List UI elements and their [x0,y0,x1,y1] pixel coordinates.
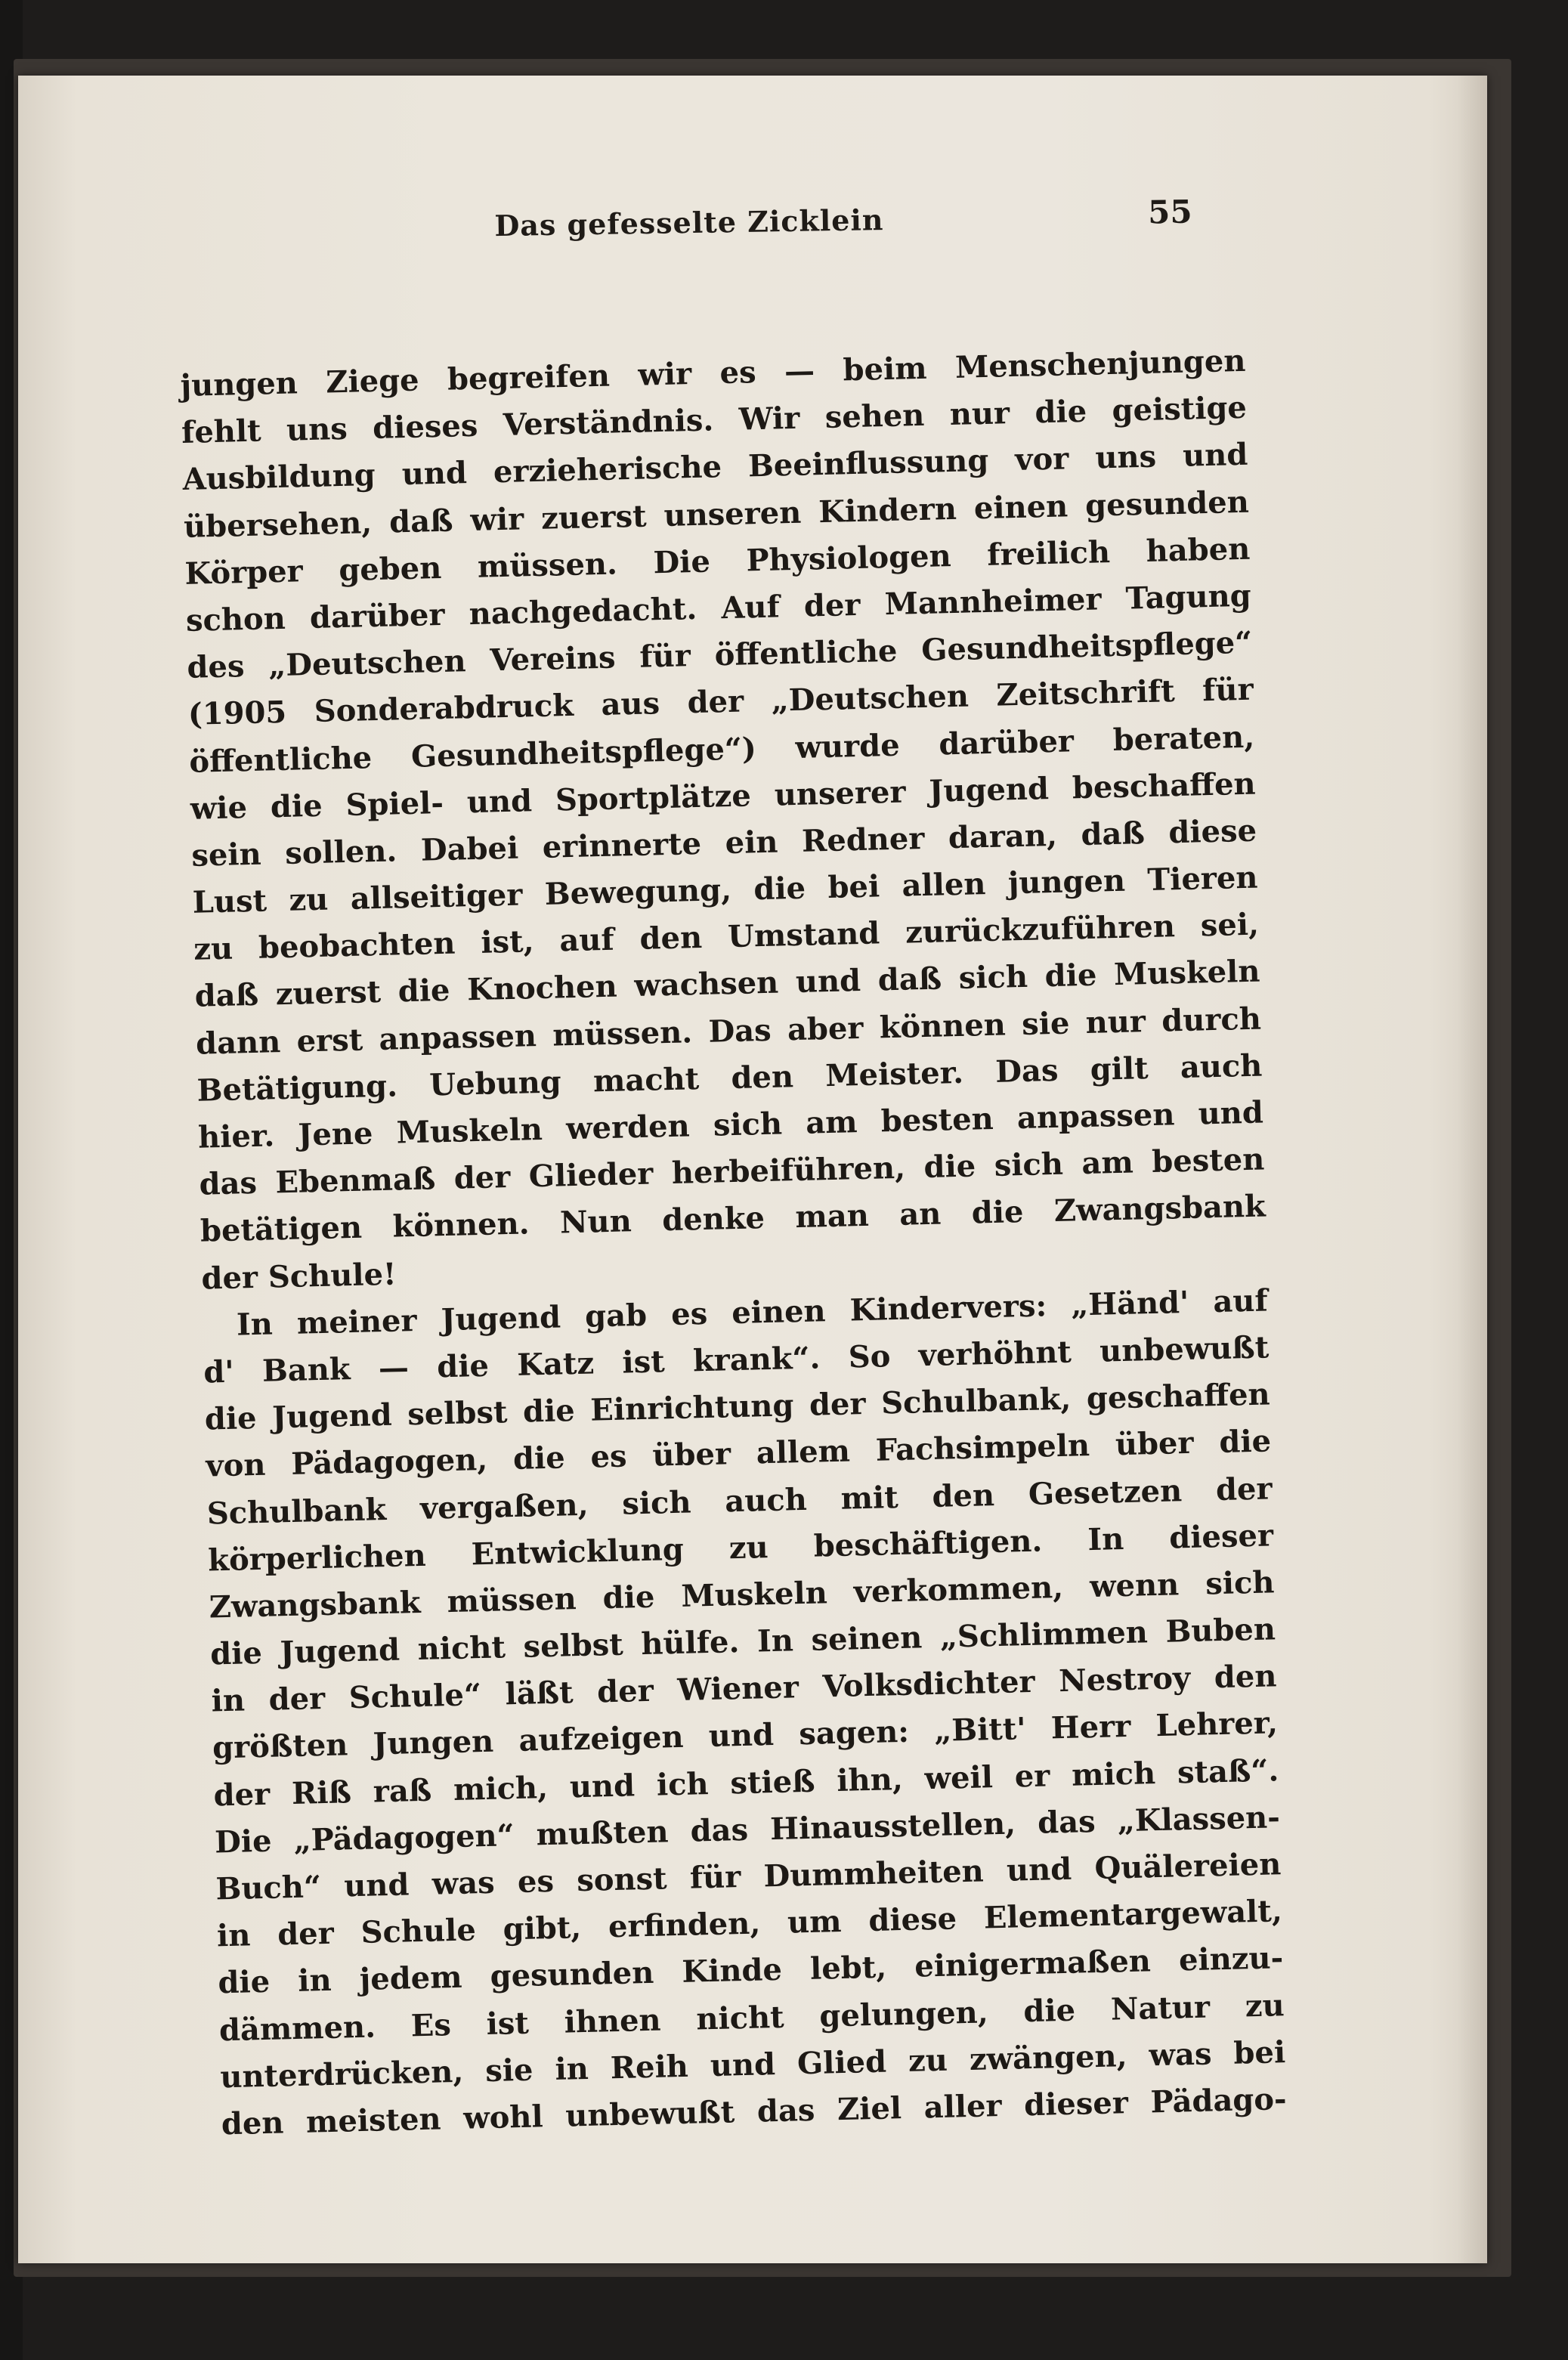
text-line: Die „Pädagogen“ mußten das Hinausstellen, das „Klassen- [214,1799,1281,1860]
page-header [18,188,1487,272]
text-line: (1905 Sonderabdruck aus der „Deutschen Zeitschrift für [187,671,1254,733]
text-line: der Schule! [201,1256,397,1297]
text-line: jungen Ziege begreifen wir es — beim Menschenjungen [180,342,1246,404]
text-line: die Jugend nicht selbst hülfe. In seinen „Schlimmen Buben [209,1611,1276,1672]
text-line: des „Deutschen Vereins für öffentliche Gesundheitspflege“ [186,624,1253,686]
text-line: In meiner Jugend gab es einen Kindervers: „Händ' auf [236,1282,1269,1343]
text-line: größten Jungen aufzeigen und sagen: „Bitt' Herr Lehrer, [212,1705,1279,1766]
text-line: in der Schule gibt, erfinden, um diese Elementargewalt, [216,1893,1283,1954]
text-line: wie die Spiel- und Sportplätze unserer Jugend beschaffen [190,766,1257,827]
text-line: Zwangsbank müssen die Muskeln verkommen, wenn sich [209,1564,1275,1625]
text-line: körperlichen Entwicklung zu beschäftigen. In dieser [207,1517,1274,1579]
text-line: fehlt uns dieses Verständnis. Wir sehen nur die geistige [181,389,1248,451]
text-line: zu beobachten ist, auf den Umstand zurückzuführen sei, [193,906,1260,968]
text-line: das Ebenmaß der Glieder herbeiführen, die sich am besten [199,1141,1265,1202]
text-line: die Jugend selbst die Einrichtung der Schulbank, geschaffen [204,1376,1271,1437]
text-line: Betätigung. Uebung macht den Meister. Das gilt auch [196,1047,1263,1109]
text-line: d' Bank — die Katz ist krank“. So verhöhnt unbewußt [203,1329,1270,1390]
text-line: übersehen, daß wir zuerst unseren Kindern einen gesunden [183,484,1250,545]
text-line: betätigen können. Nun denke man an die Zwangsbank [199,1188,1266,1250]
running-title: Das gefesselte Zicklein [494,203,884,243]
page-number: 55 [1147,193,1193,231]
text-line: schon darüber nachgedacht. Auf der Mannheimer Tagung [185,577,1252,639]
text-line: in der Schule“ läßt der Wiener Volksdichter Nestroy den [211,1658,1277,1719]
text-line: öffentliche Gesundheitspflege“) wurde darüber beraten, [188,719,1255,780]
text-line: den meisten wohl unbewußt das Ziel aller dieser Pädago- [221,2081,1288,2142]
text-line: daß zuerst die Knochen wachsen und daß sich die Muskeln [194,953,1260,1015]
page-edge-shadow [1457,76,1487,2263]
text-line: von Pädagogen, die es über allem Fachsimpeln über die [205,1423,1272,1484]
text-line: dann erst anpassen müssen. Das aber können sie nur durch [195,1001,1262,1062]
text-line: hier. Jene Muskeln werden sich am besten anpassen und [197,1094,1264,1155]
text-line: Körper geben müssen. Die Physiologen freilich haben [184,530,1251,592]
text-line: Buch“ und was es sonst für Dummheiten und Quälereien [215,1846,1282,1907]
text-line: Lust zu allseitiger Bewegung, die bei allen jungen Tieren [192,859,1258,920]
text-line: dämmen. Es ist ihnen nicht gelungen, die Natur zu [218,1987,1285,2048]
text-line: unterdrücken, sie in Reih und Glied zu zwängen, was bei [219,2034,1286,2096]
text-line: die in jedem gesunden Kinde lebt, einigermaßen einzu- [217,1940,1284,2001]
book-page [18,76,1487,2263]
text-line: Schulbank vergaßen, sich auch mit den Gesetzen der [206,1470,1273,1532]
text-line: der Riß raß mich, und ich stieß ihn, weil er mich staß“. [213,1752,1279,1814]
text-line: Ausbildung und erzieherische Beeinflussung vor uns und [182,437,1248,498]
body-text [180,338,1287,2148]
text-line: sein sollen. Dabei erinnerte ein Redner daran, daß diese [190,812,1257,874]
